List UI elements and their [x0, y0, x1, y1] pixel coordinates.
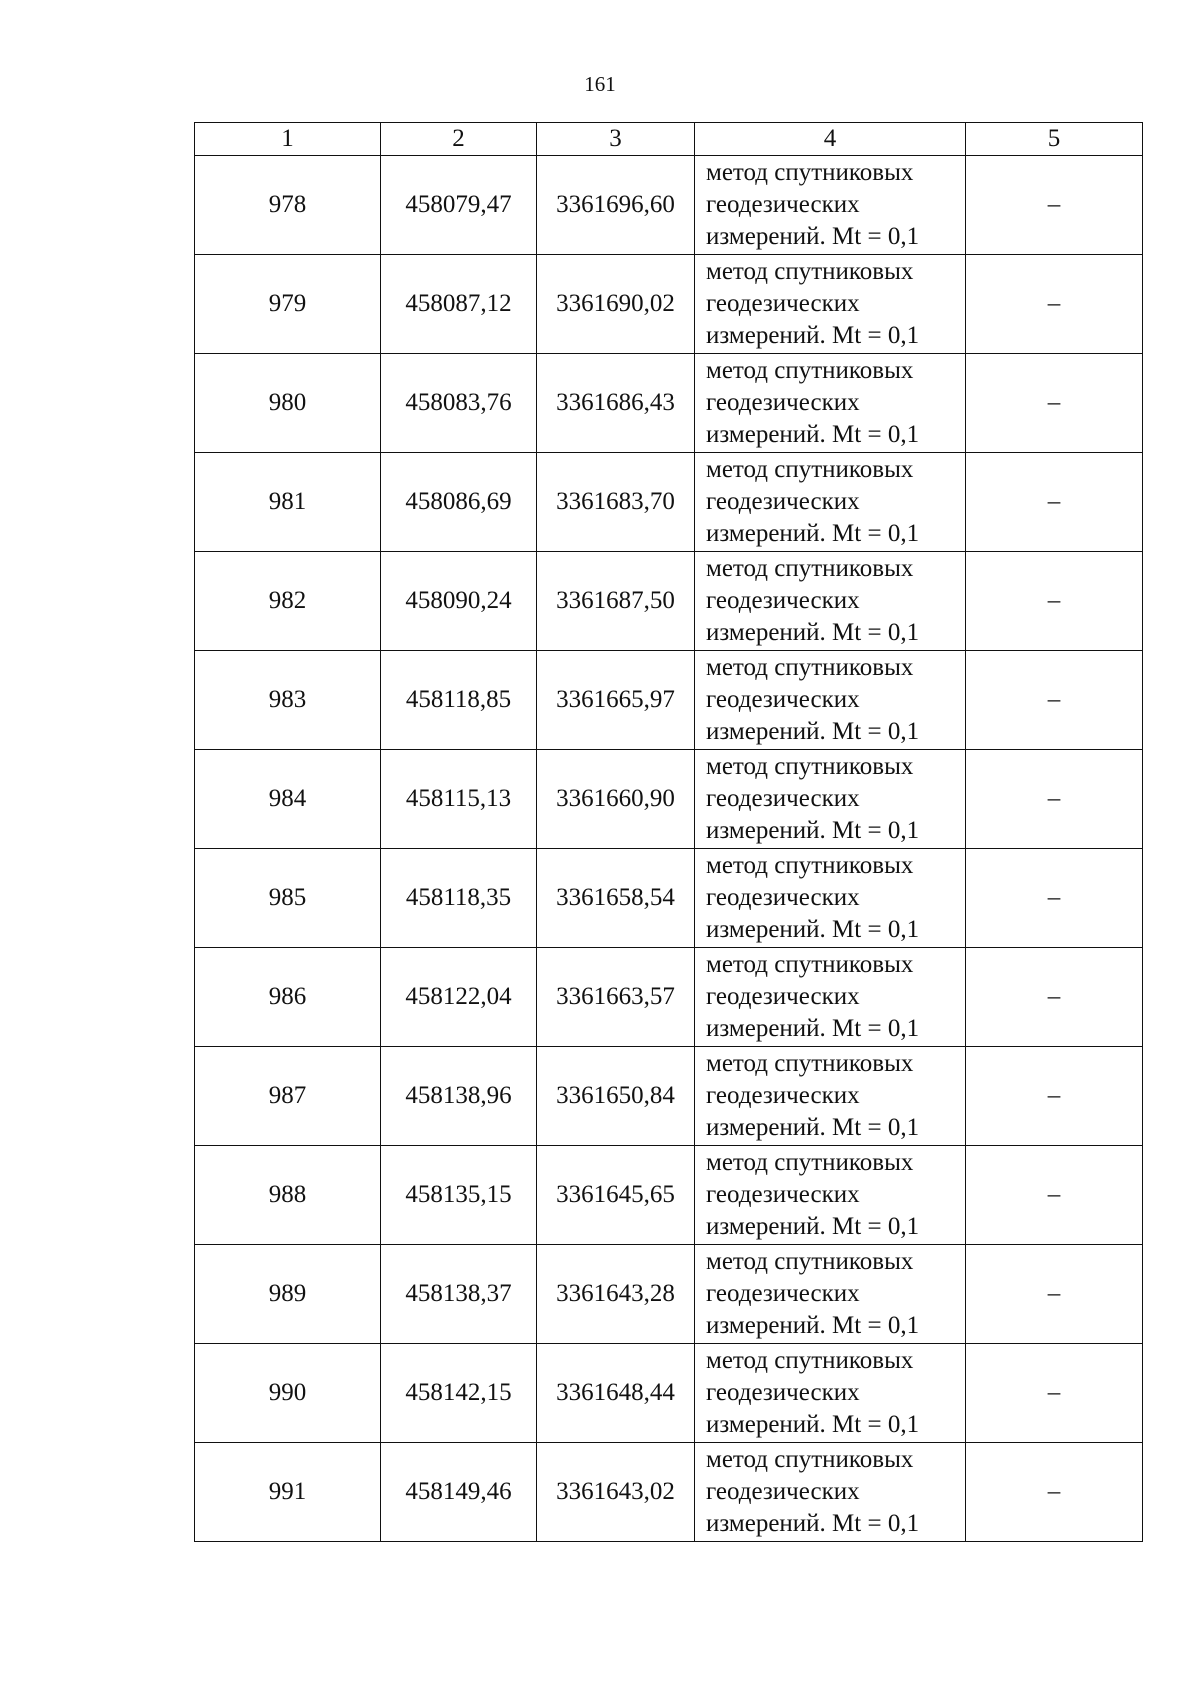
y-coordinate-cell: 3361658,54 [537, 849, 695, 948]
page-number: 161 [584, 72, 616, 96]
note-cell [966, 1146, 1143, 1245]
y-coordinate-cell: 3361665,97 [537, 651, 695, 750]
note-cell [966, 255, 1143, 354]
method-text-line: метод спутниковых [706, 852, 914, 879]
method-text-line: измерений. Mt = 0,1 [706, 421, 920, 448]
table-row [195, 354, 1143, 453]
method-text-line: метод спутниковых [706, 1446, 914, 1473]
note-dash: – [1047, 1478, 1061, 1505]
method-text-line: измерений. Mt = 0,1 [706, 1015, 920, 1042]
table-row [195, 1443, 1143, 1542]
point-number-cell: 980 [195, 354, 381, 453]
method-text-line: геодезических [706, 1478, 860, 1505]
method-text-line: геодезических [706, 191, 860, 218]
method-text-line: геодезических [706, 1082, 860, 1109]
table-row [195, 1047, 1143, 1146]
x-coordinate-cell: 458086,69 [381, 453, 537, 552]
x-coordinate-cell: 458122,04 [381, 948, 537, 1047]
y-coordinate-cell: 3361687,50 [537, 552, 695, 651]
method-cell [695, 354, 966, 453]
x-coordinate-cell: 458087,12 [381, 255, 537, 354]
note-cell [966, 849, 1143, 948]
method-cell [695, 651, 966, 750]
note-cell [966, 354, 1143, 453]
x-coordinate-cell: 458138,96 [381, 1047, 537, 1146]
method-text-line: измерений. Mt = 0,1 [706, 1411, 920, 1438]
method-text-line: метод спутниковых [706, 1248, 914, 1275]
method-text-line: геодезических [706, 587, 860, 614]
point-number-cell: 979 [195, 255, 381, 354]
y-coordinate-cell: 3361663,57 [537, 948, 695, 1047]
note-dash: – [1047, 785, 1061, 812]
method-text-line: измерений. Mt = 0,1 [706, 322, 920, 349]
y-coordinate-cell: 3361643,28 [537, 1245, 695, 1344]
method-text-line: измерений. Mt = 0,1 [706, 916, 920, 943]
method-text-line: метод спутниковых [706, 555, 914, 582]
table-row [195, 156, 1143, 255]
x-coordinate-cell: 458138,37 [381, 1245, 537, 1344]
note-dash: – [1047, 686, 1061, 713]
note-dash: – [1047, 191, 1061, 218]
point-number-cell: 991 [195, 1443, 381, 1542]
note-cell [966, 1245, 1143, 1344]
table-row [195, 651, 1143, 750]
x-coordinate-cell: 458118,85 [381, 651, 537, 750]
note-dash: – [1047, 884, 1061, 911]
method-cell [695, 453, 966, 552]
method-cell [695, 849, 966, 948]
x-coordinate-cell: 458090,24 [381, 552, 537, 651]
y-coordinate-cell: 3361683,70 [537, 453, 695, 552]
x-coordinate-cell: 458135,15 [381, 1146, 537, 1245]
note-dash: – [1047, 1082, 1061, 1109]
method-cell [695, 156, 966, 255]
method-text-line: измерений. Mt = 0,1 [706, 817, 920, 844]
method-text-line: геодезических [706, 686, 860, 713]
method-cell [695, 1146, 966, 1245]
column-header-4: 4 [695, 123, 966, 156]
method-cell [695, 552, 966, 651]
y-coordinate-cell: 3361650,84 [537, 1047, 695, 1146]
point-number-cell: 989 [195, 1245, 381, 1344]
note-dash: – [1047, 1181, 1061, 1208]
method-text-line: измерений. Mt = 0,1 [706, 619, 920, 646]
point-number-cell: 984 [195, 750, 381, 849]
note-cell [966, 156, 1143, 255]
table-body [195, 156, 1143, 1542]
method-text-line: метод спутниковых [706, 357, 914, 384]
method-text-line: метод спутниковых [706, 753, 914, 780]
method-text-line: измерений. Mt = 0,1 [706, 1114, 920, 1141]
method-text-line: метод спутниковых [706, 159, 914, 186]
method-text-line: геодезических [706, 389, 860, 416]
table-row [195, 1344, 1143, 1443]
note-cell [966, 453, 1143, 552]
method-cell [695, 1344, 966, 1443]
y-coordinate-cell: 3361686,43 [537, 354, 695, 453]
note-dash: – [1047, 488, 1061, 515]
column-header-2: 2 [381, 123, 537, 156]
method-text-line: метод спутниковых [706, 654, 914, 681]
method-text-line: геодезических [706, 884, 860, 911]
table-row [195, 948, 1143, 1047]
method-text-line: измерений. Mt = 0,1 [706, 1213, 920, 1240]
note-dash: – [1047, 1379, 1061, 1406]
method-text-line: геодезических [706, 983, 860, 1010]
y-coordinate-cell: 3361696,60 [537, 156, 695, 255]
y-coordinate-cell: 3361690,02 [537, 255, 695, 354]
x-coordinate-cell: 458079,47 [381, 156, 537, 255]
table-row [195, 849, 1143, 948]
column-header-5: 5 [966, 123, 1143, 156]
method-cell [695, 1245, 966, 1344]
table-row [195, 750, 1143, 849]
note-dash: – [1047, 389, 1061, 416]
x-coordinate-cell: 458142,15 [381, 1344, 537, 1443]
note-cell [966, 750, 1143, 849]
point-number-cell: 988 [195, 1146, 381, 1245]
note-dash: – [1047, 983, 1061, 1010]
method-cell [695, 1047, 966, 1146]
y-coordinate-cell: 3361643,02 [537, 1443, 695, 1542]
note-cell [966, 651, 1143, 750]
note-cell [966, 552, 1143, 651]
point-number-cell: 986 [195, 948, 381, 1047]
method-text-line: геодезических [706, 1280, 860, 1307]
table-row [195, 1245, 1143, 1344]
note-cell [966, 1047, 1143, 1146]
method-cell [695, 255, 966, 354]
method-text-line: измерений. Mt = 0,1 [706, 223, 920, 250]
point-number-cell: 981 [195, 453, 381, 552]
point-number-cell: 987 [195, 1047, 381, 1146]
note-dash: – [1047, 587, 1061, 614]
point-number-cell: 990 [195, 1344, 381, 1443]
method-text-line: геодезических [706, 1181, 860, 1208]
method-text-line: геодезических [706, 488, 860, 515]
method-text-line: измерений. Mt = 0,1 [706, 1312, 920, 1339]
table-row [195, 453, 1143, 552]
method-text-line: измерений. Mt = 0,1 [706, 520, 920, 547]
x-coordinate-cell: 458115,13 [381, 750, 537, 849]
table-row [195, 1146, 1143, 1245]
method-cell [695, 750, 966, 849]
x-coordinate-cell: 458118,35 [381, 849, 537, 948]
method-text-line: метод спутниковых [706, 1347, 914, 1374]
method-text-line: метод спутниковых [706, 456, 914, 483]
method-text-line: геодезических [706, 785, 860, 812]
point-number-cell: 985 [195, 849, 381, 948]
x-coordinate-cell: 458149,46 [381, 1443, 537, 1542]
point-number-cell: 983 [195, 651, 381, 750]
note-cell [966, 1344, 1143, 1443]
x-coordinate-cell: 458083,76 [381, 354, 537, 453]
method-cell [695, 1443, 966, 1542]
table-header-row [195, 123, 1143, 156]
table-row [195, 552, 1143, 651]
note-cell [966, 1443, 1143, 1542]
method-text-line: геодезических [706, 1379, 860, 1406]
method-text-line: измерений. Mt = 0,1 [706, 1510, 920, 1537]
method-text-line: измерений. Mt = 0,1 [706, 718, 920, 745]
column-header-1: 1 [195, 123, 381, 156]
method-text-line: метод спутниковых [706, 1050, 914, 1077]
method-text-line: метод спутниковых [706, 258, 914, 285]
method-cell [695, 948, 966, 1047]
table-row [195, 255, 1143, 354]
y-coordinate-cell: 3361645,65 [537, 1146, 695, 1245]
y-coordinate-cell: 3361660,90 [537, 750, 695, 849]
y-coordinate-cell: 3361648,44 [537, 1344, 695, 1443]
note-dash: – [1047, 1280, 1061, 1307]
method-text-line: метод спутниковых [706, 1149, 914, 1176]
note-cell [966, 948, 1143, 1047]
note-dash: – [1047, 290, 1061, 317]
coordinates-table [194, 122, 1143, 1542]
method-text-line: геодезических [706, 290, 860, 317]
point-number-cell: 982 [195, 552, 381, 651]
point-number-cell: 978 [195, 156, 381, 255]
method-text-line: метод спутниковых [706, 951, 914, 978]
column-header-3: 3 [537, 123, 695, 156]
